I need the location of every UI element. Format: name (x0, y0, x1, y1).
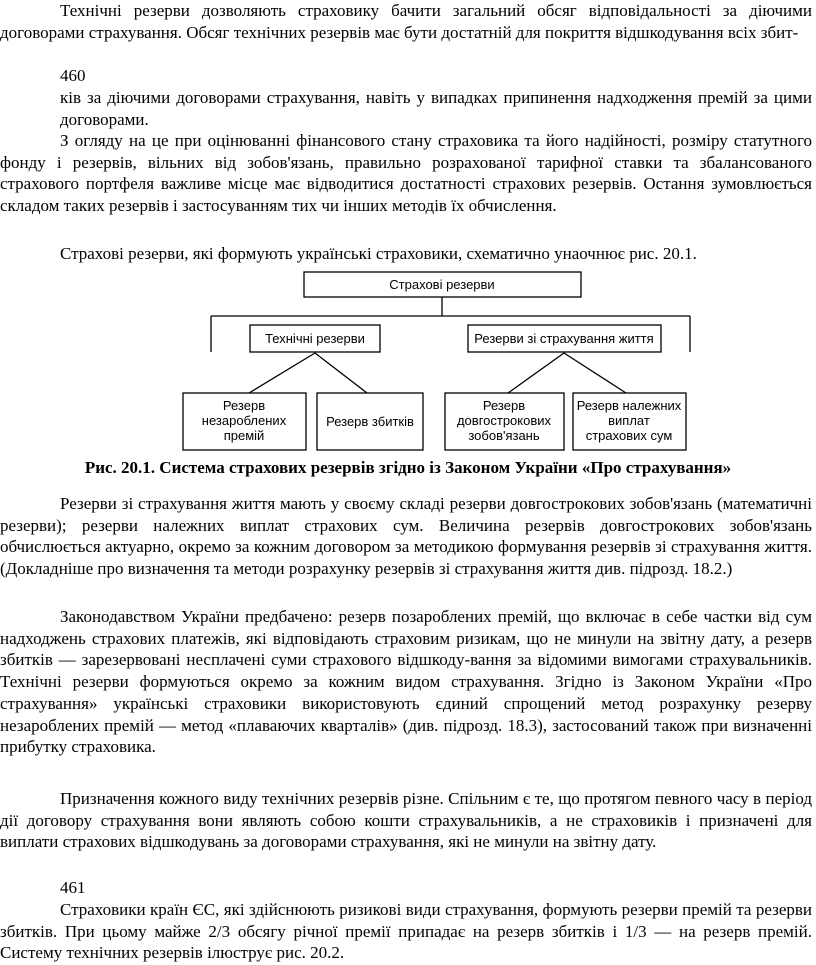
paragraph-8: Страховики країн ЄС, які здійснюють ризикові види страхування, формують резерви премій та резерви збитків. При цьому майже 2/3 обсягу річної премії припадає на резерв збитків і 1/3 — на резерв премій. Систему технічних резервів ілюструє рис. 20.2. (0, 900, 812, 963)
label-loss-reserve: Резерв збитків (326, 414, 414, 429)
paragraph-4: Страхові резерви, які формують українські страховики, схематично унаочнює рис. 20.1. (60, 244, 697, 263)
connector-life-child2 (564, 353, 626, 393)
page-number-460: 460 (60, 66, 86, 85)
label-due-line2: виплат (608, 413, 650, 428)
label-due-line3: страхових сум (585, 428, 673, 443)
page-number-461: 461 (60, 878, 86, 897)
paragraph-6: Законодавством України предбачено: резерв позароблених премій, що включає в себе частки від сум надходжень страхових платежів, які відповідають страховим ризикам, що не минули на звітну дату, а резерв збитків — зарезервовані несплачені суми страхового відшкоду-вання за відомими вимогами страхувальників. Технічні резерви формуються окремо за кожним видом страхування. Згідно із Законом України «Про страхування» українські страховики використовують єдиний спрощений метод розрахунку резерву незароблених премій — метод «плаваючих кварталів» (див. підрозд. 18.3), застосований також при визначенні прибутку страховика. (0, 607, 812, 757)
label-longterm-line1: Резерв (482, 398, 526, 413)
paragraph-3: З огляду на це при оцінюванні фінансового стану страховика та його надійності, розміру статутного фонду і резервів, вільних від зобов'язань, правильно розрахованої тарифної ставки та збалансованого страхового портфеля важливе місце має відводитися достатності страхових резервів. Остання зумовлюється складом таких резервів і застосуванням тих чи інших методів їх обчислення. (0, 131, 812, 216)
paragraph-7: Призначення кожного виду технічних резервів різне. Спільним є те, що протягом певного часу в період дії договору страхування вони являють собою кошти страхувальників, а не страховиків і призначені для виплати страхових відшкодувань за договорами страхування, які не минули на звітну дату. (0, 789, 812, 852)
paragraph-5: Резерви зі страхування життя мають у своєму складі резерви довгострокових зобов'язань (математичні резерви); резерви належних виплат страхових сум. Величина резервів довгострокових зобов'язань обчислюється актуарно, окремо за кожним договором за методикою формування резервів зі страхування життя. (Докладніше про визначення та методи розрахунку резервів зі страхування життя див. підрозд. 18.2.) (0, 494, 812, 579)
label-due-line1: Резерв належних (576, 398, 682, 413)
paragraph-1: Технічні резерви дозволяють страховику бачити загальний обсяг відповідальності за діючими договорами страхування. Обсяг технічних резервів має бути достатній для покриття відшкодування всіх збит- (0, 1, 812, 42)
label-unearned-line1: Резерв (222, 398, 266, 413)
connector-life-child1 (508, 353, 564, 393)
connector-tech-child1 (249, 353, 315, 393)
insurance-reserves-diagram (0, 270, 816, 455)
paragraph-2: ків за діючими договорами страхування, навіть у випадках припинення надходження премій за цими договорами. (60, 88, 812, 129)
label-technical-reserves: Технічні резерви (265, 331, 365, 346)
label-insurance-reserves: Страхові резерви (389, 277, 495, 292)
figure-caption: Рис. 20.1. Система страхових резервів згідно із Законом України «Про страхування» (84, 458, 732, 477)
label-longterm-line3: зобов'язань (468, 428, 540, 443)
label-longterm-line2: довгострокових (456, 413, 552, 428)
label-life-reserves: Резерви зі страхування життя (474, 331, 654, 346)
label-unearned-line2: незароблених (201, 413, 287, 428)
connector-tech-child2 (315, 353, 367, 393)
label-unearned-line3: премій (223, 428, 265, 443)
